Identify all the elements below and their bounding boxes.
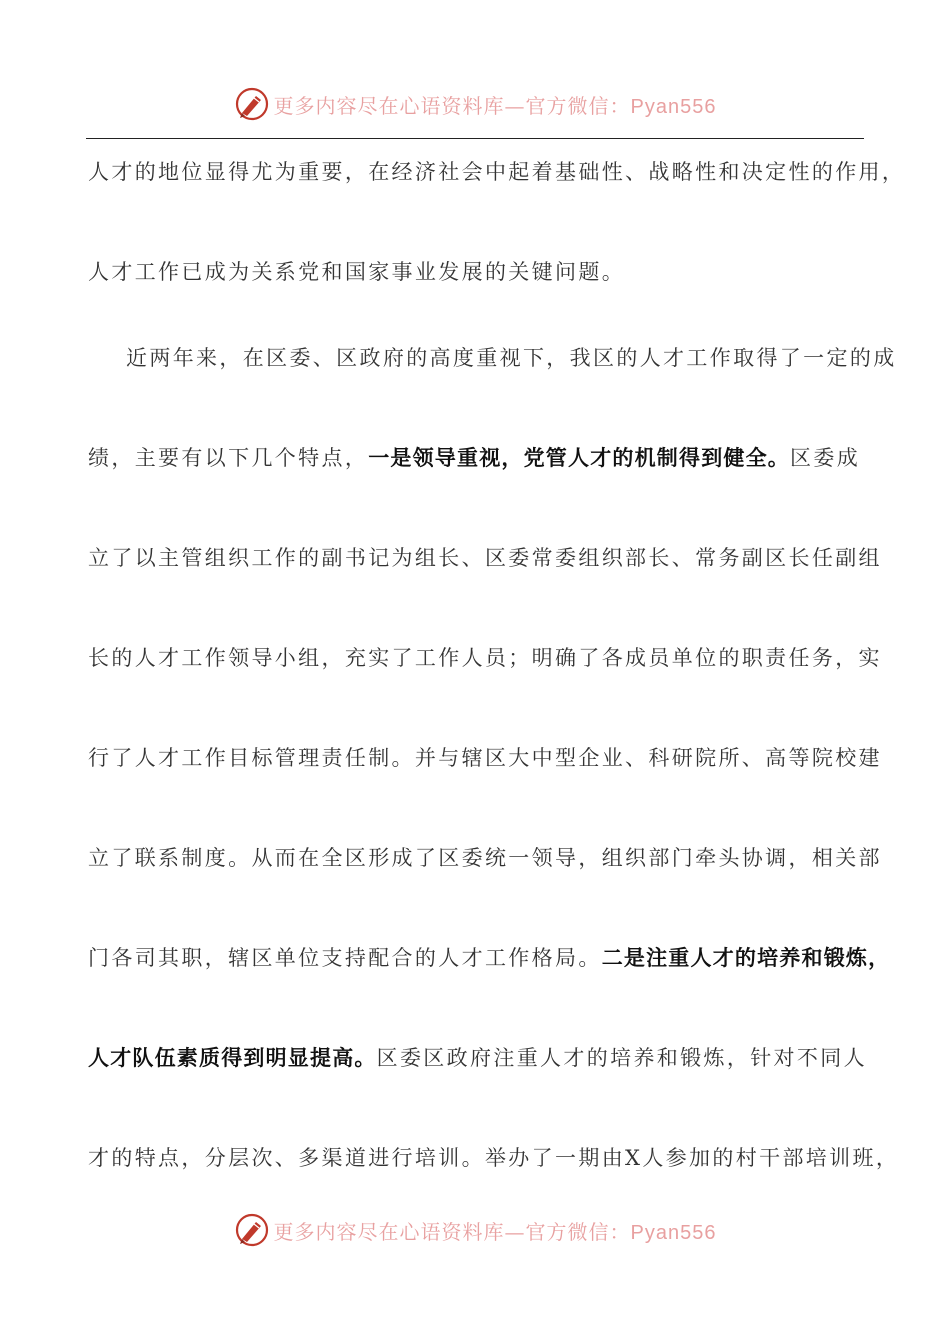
text-line	[88, 436, 864, 536]
line-text: 区委区政府注重人才的培养和锻炼，针对不同人	[376, 1046, 867, 1070]
bold-highlight: 一是领导重视，党管人才的机制得到健全。	[368, 446, 791, 470]
line-text: 人才工作已成为关系党和国家事业发展的关键问题。	[88, 260, 626, 284]
text-line	[88, 836, 882, 936]
line-text: 行了人才工作目标管理责任制。并与辖区大中型企业、科研院所、高等院校建	[88, 746, 882, 770]
banner-text	[274, 1216, 717, 1245]
line-text: 近两年来，在区委、区政府的高度重视下，我区的人才工作取得了一定的成	[126, 346, 897, 370]
document-body	[88, 150, 906, 1236]
bold-highlight: 人才队伍素质得到明显提高。	[88, 1046, 377, 1070]
text-line	[88, 536, 882, 636]
banner-text	[274, 90, 717, 119]
line-text: 立了联系制度。从而在全区形成了区委统一领导，组织部门牵头协调，相关部	[88, 846, 882, 870]
pen-logo-icon	[234, 1212, 270, 1248]
footer-banner	[0, 1210, 950, 1250]
header-rule	[86, 138, 864, 139]
line-text: 立了以主管组织工作的副书记为组长、区委常委组织部长、常务副区长任副组	[88, 546, 882, 570]
bold-highlight: 二是注重人才的培养和锻炼，	[601, 946, 891, 970]
line-text: 门各司其职，辖区单位支持配合的人才工作格局。	[88, 946, 602, 970]
text-line	[88, 736, 882, 836]
text-line	[88, 1036, 867, 1136]
line-text: 人才的地位显得尤为重要，在经济社会中起着基础性、战略性和决定性的作用，	[88, 160, 906, 184]
banner-text-cn: 更多内容尽在心语资料库—官方微信：	[273, 1219, 631, 1244]
paragraph-start-line	[88, 336, 897, 436]
text-line	[88, 150, 906, 250]
banner-text-cn: 更多内容尽在心语资料库—官方微信：	[273, 93, 631, 118]
text-line	[88, 250, 864, 350]
line-text: 长的人才工作领导小组，充实了工作人员；明确了各成员单位的职责任务，实	[88, 646, 882, 670]
line-text: 才的特点，分层次、多渠道进行培训。举办了一期由X人参加的村干部培训班，	[88, 1146, 900, 1170]
line-text: 区委成	[790, 446, 861, 470]
wechat-id: Pyan556	[630, 95, 717, 118]
line-text: 绩，主要有以下几个特点，	[88, 446, 369, 470]
text-line	[88, 636, 882, 736]
header-banner	[0, 84, 950, 124]
wechat-id: Pyan556	[630, 1221, 717, 1244]
text-line	[88, 936, 891, 1036]
pen-logo-icon	[234, 86, 270, 122]
